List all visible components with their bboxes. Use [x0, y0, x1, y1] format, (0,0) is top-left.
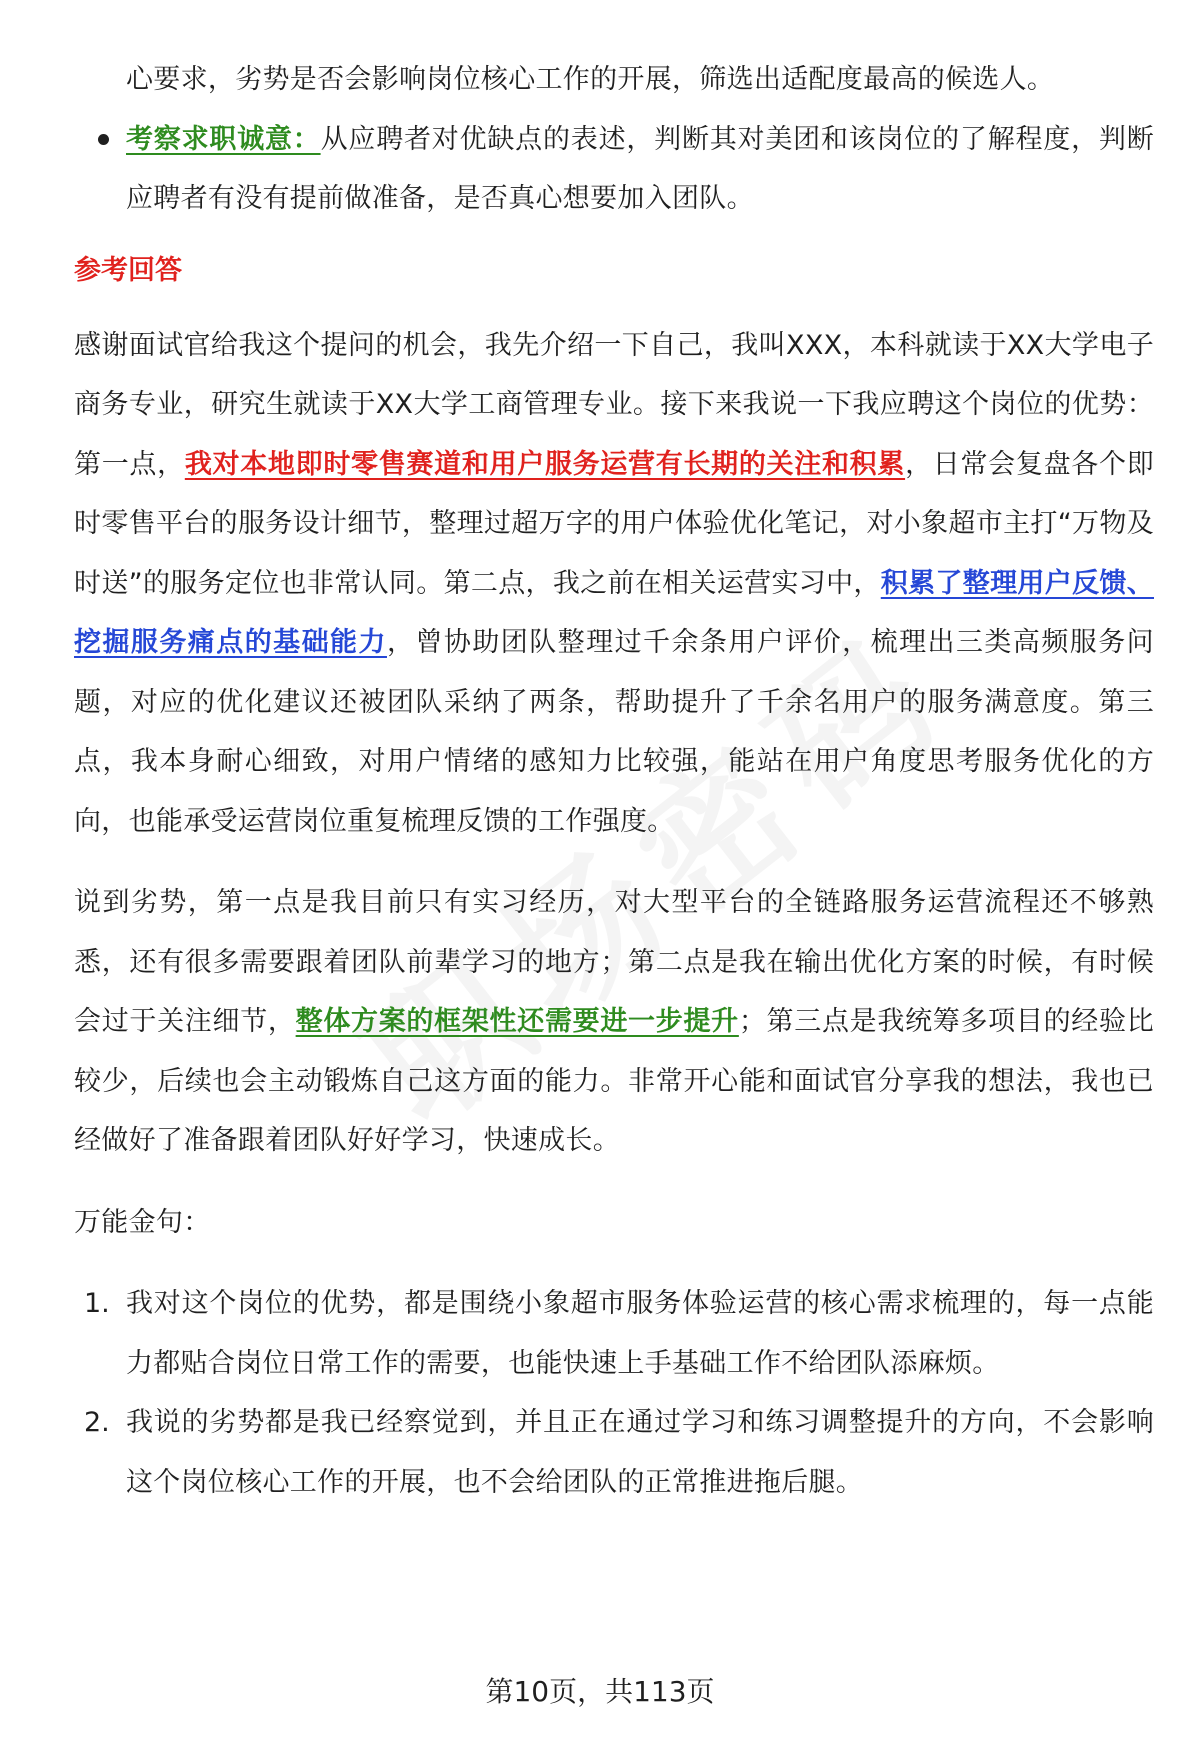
answer-text: 说到劣势，第一点是我目前只有实习经历，对大型平台的全链路服务运营流程还不够熟悉，还有很多需要跟着团队前辈学习的地方；第二点是我在输出优化方案的时候，有时候会过于关注细节， [74, 887, 1154, 1037]
golden-item [74, 1274, 1154, 1393]
bullet-continuation [74, 50, 1154, 110]
answer-paragraph-2 [74, 873, 1154, 1171]
golden-item-text: 我说的劣势都是我已经察觉到，并且正在通过学习和练习调整提升的方向，不会影响这个岗位核心工作的开展，也不会给团队的正常推进拖后腿。 [126, 1407, 1154, 1498]
bullet-text: 心要求，劣势是否会影响岗位核心工作的开展，筛选出适配度最高的候选人。 [126, 64, 1055, 95]
golden-item [74, 1393, 1154, 1512]
section-title: 参考回答 [74, 254, 182, 286]
bullet-text: 从应聘者对优缺点的表述，判断其对美团和该岗位的了解程度，判断应聘者有没有提前做准备，是否真心想要加入团队。 [126, 123, 1155, 214]
page-footer: 第10页，共113页 [485, 1675, 715, 1708]
highlight-green: 整体方案的框架性还需要进一步提升 [295, 1006, 739, 1037]
list-number: 1. [84, 1288, 110, 1319]
list-number: 2. [84, 1407, 110, 1438]
answer-paragraph-1 [74, 316, 1154, 852]
page-content [74, 50, 1154, 1512]
bullet-item [74, 110, 1154, 229]
highlight-red: 我对本地即时零售赛道和用户服务运营有长期的关注和积累 [184, 448, 906, 480]
answer-text: ，曾协助团队整理过千余条用户评价，梳理出三类高频服务问题，对应的优化建议还被团队采纳了两条，帮助提升了千余名用户的服务满意度。第三点，我本身耐心细致，对用户情绪的感知力比较强，能站在用户角度思考服务优化的方向，也能承受运营岗位重复梳理反馈的工作强度。 [74, 627, 1154, 837]
bullet-dot-icon [98, 134, 109, 145]
answer-text: 感谢面试官给我这个提问的机会，我先介绍一下自己，我叫XXX，本科就读于XX大学电子商务专业，研究生就读于XX大学工商管理专业。接下来我说一下我应聘这个岗位的优势：第一点， [74, 329, 1154, 480]
answer-text: ；第三点是我统筹多项目的经验比较少，后续也会主动锻炼自己这方面的能力。非常开心能和面试官分享我的想法，我也已经做好了准备跟着团队好好学习，快速成长。 [74, 1006, 1154, 1156]
golden-label: 万能金句： [74, 1206, 211, 1238]
highlight-blue: 积累了整理用户反馈、挖掘服务痛点的基础能力 [74, 567, 1154, 658]
bullet-lead: 考察求职诚意： [126, 123, 321, 155]
golden-item-text: 我对这个岗位的优势，都是围绕小象超市服务体验运营的核心需求梳理的，每一点能力都贴合岗位日常工作的需要，也能快速上手基础工作不给团队添麻烦。 [126, 1288, 1154, 1379]
answer-text: ，日常会复盘各个即时零售平台的服务设计细节，整理过超万字的用户体验优化笔记，对小象超市主打“万物及时送”的服务定位也非常认同。第二点，我之前在相关运营实习中， [74, 448, 1154, 599]
